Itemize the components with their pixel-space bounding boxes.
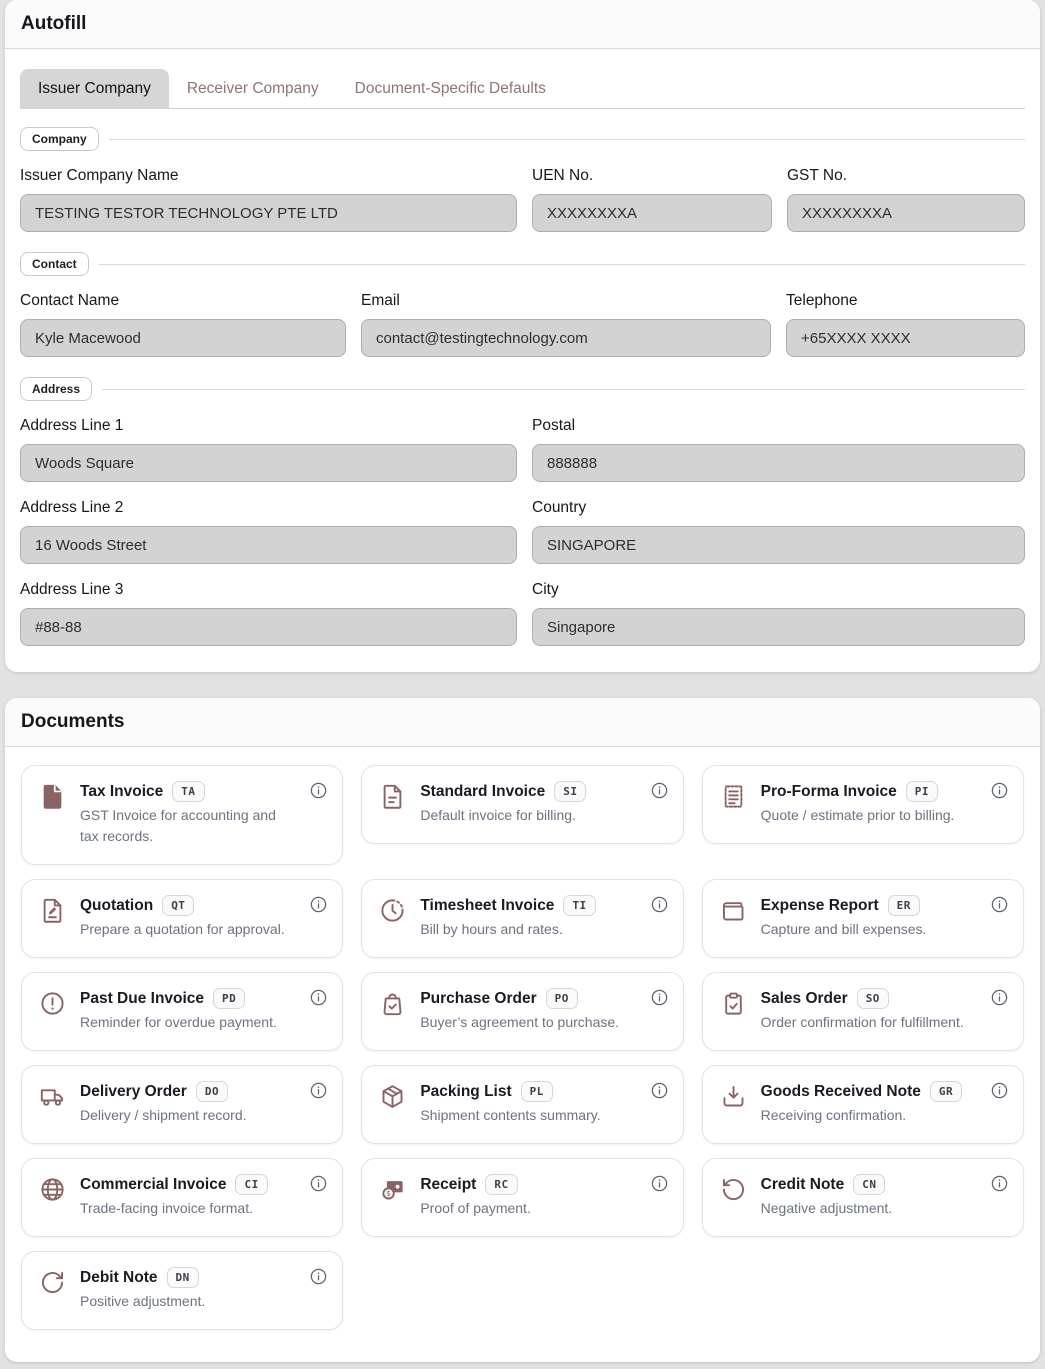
document-card-code-badge: TA <box>172 781 204 802</box>
company-section-divider <box>20 127 1025 151</box>
document-card-title: Credit Note <box>760 1175 845 1193</box>
city-label: City <box>532 581 559 598</box>
document-card-description: Order confirmation for fulfillment. <box>760 1014 964 1030</box>
uen-label: UEN No. <box>532 167 594 184</box>
document-card-code-badge: DN <box>167 1267 199 1288</box>
country-label: Country <box>532 499 587 516</box>
clock-icon <box>379 897 406 940</box>
gst-label: GST No. <box>787 167 848 184</box>
info-icon[interactable] <box>990 988 1009 1007</box>
company-section-badge: Company <box>20 127 99 151</box>
issuer-company-name-input[interactable] <box>20 194 517 232</box>
country-input[interactable] <box>532 526 1025 564</box>
file-edit-icon <box>39 897 66 940</box>
info-icon[interactable] <box>990 1081 1009 1100</box>
document-card-code-badge: TI <box>563 895 595 916</box>
document-card-code-badge: QT <box>162 895 194 916</box>
document-card-title: Expense Report <box>760 896 879 914</box>
document-card-title: Goods Received Note <box>760 1082 921 1100</box>
gst-input[interactable] <box>787 194 1025 232</box>
address-line2-field <box>20 499 517 564</box>
document-card-description: Default invoice for billing. <box>420 807 576 823</box>
documents-panel <box>5 698 1040 1362</box>
telephone-input[interactable] <box>786 319 1025 357</box>
documents-panel-header <box>5 698 1040 747</box>
document-card-gr[interactable] <box>702 1065 1024 1144</box>
document-card-code-badge: PD <box>213 988 245 1009</box>
document-card-ti[interactable] <box>361 879 683 958</box>
rotate-ccw-icon <box>720 1176 747 1219</box>
document-card-title: Pro-Forma Invoice <box>760 782 897 800</box>
uen-input[interactable] <box>532 194 772 232</box>
document-card-title: Purchase Order <box>420 989 537 1007</box>
document-card-pd[interactable] <box>21 972 343 1051</box>
info-icon[interactable] <box>650 1174 669 1193</box>
document-card-description: Positive adjustment. <box>80 1293 206 1309</box>
document-card-code-badge: GR <box>930 1081 962 1102</box>
city-input[interactable] <box>532 608 1025 646</box>
document-card-code-badge: PL <box>521 1081 553 1102</box>
document-card-description: Reminder for overdue payment. <box>80 1014 277 1030</box>
wallet-icon <box>720 897 747 940</box>
document-card-title: Delivery Order <box>80 1082 187 1100</box>
document-card-title: Standard Invoice <box>420 782 546 800</box>
autofill-tabs <box>20 69 1025 109</box>
contact-name-field <box>20 292 346 357</box>
document-card-title: Quotation <box>80 896 154 914</box>
postal-label: Postal <box>532 417 576 434</box>
info-icon[interactable] <box>650 895 669 914</box>
document-card-pl[interactable] <box>361 1065 683 1144</box>
email-field <box>361 292 771 357</box>
tab-document-specific-defaults[interactable]: Document-Specific Defaults <box>354 80 546 97</box>
info-icon[interactable] <box>309 1267 328 1286</box>
document-card-code-badge: ER <box>888 895 920 916</box>
address-section-badge: Address <box>20 377 92 401</box>
tab-receiver-company[interactable]: Receiver Company <box>186 80 319 97</box>
address-line1-field <box>20 417 517 482</box>
info-icon[interactable] <box>650 1081 669 1100</box>
document-card-description: Receiving confirmation. <box>760 1107 907 1123</box>
document-card-code-badge: RC <box>485 1174 517 1195</box>
rotate-cw-icon <box>39 1269 66 1312</box>
document-card-title: Debit Note <box>80 1268 158 1286</box>
documents-title: Documents <box>21 711 125 732</box>
contact-section-divider <box>20 252 1025 276</box>
file-filled-icon <box>39 783 66 847</box>
address-line3-label: Address Line 3 <box>20 581 124 598</box>
document-card-ci[interactable] <box>21 1158 343 1237</box>
truck-icon <box>39 1083 66 1126</box>
info-icon[interactable] <box>309 895 328 914</box>
issuer-company-name-field <box>20 167 517 232</box>
info-icon[interactable] <box>990 1174 1009 1193</box>
document-card-si[interactable] <box>361 765 683 844</box>
document-card-title: Past Due Invoice <box>80 989 205 1007</box>
contact-section-badge: Contact <box>20 252 89 276</box>
address-line3-field <box>20 581 517 646</box>
document-card-description: Shipment contents summary. <box>420 1107 601 1123</box>
postal-field <box>532 417 1025 482</box>
info-icon[interactable] <box>309 1174 328 1193</box>
clipboard-check-icon <box>720 990 747 1033</box>
address-line2-input[interactable] <box>20 526 517 564</box>
document-card-description: Quote / estimate prior to billing. <box>760 807 955 823</box>
city-field <box>532 581 1025 646</box>
document-card-code-badge: CN <box>853 1174 885 1195</box>
autofill-panel <box>5 0 1040 672</box>
document-card-description: Delivery / shipment record. <box>80 1107 247 1123</box>
alert-circle-icon <box>39 990 66 1033</box>
info-icon[interactable] <box>309 1081 328 1100</box>
address-line3-input[interactable] <box>20 608 517 646</box>
document-card-er[interactable] <box>702 879 1024 958</box>
file-lines-icon <box>379 783 406 826</box>
receipt-icon <box>720 783 747 826</box>
document-card-code-badge: DO <box>196 1081 228 1102</box>
document-card-qt[interactable] <box>21 879 343 958</box>
document-card-rc[interactable] <box>361 1158 683 1237</box>
document-card-description: Bill by hours and rates. <box>420 921 563 937</box>
address-line1-input[interactable] <box>20 444 517 482</box>
svg-text:$: $ <box>386 1189 392 1199</box>
document-card-title: Timesheet Invoice <box>420 896 555 914</box>
document-card-title: Sales Order <box>760 989 848 1007</box>
cash-dollar-icon <box>379 1176 406 1219</box>
address-line2-label: Address Line 2 <box>20 499 124 516</box>
address-line1-label: Address Line 1 <box>20 417 124 434</box>
info-icon[interactable] <box>990 781 1009 800</box>
document-cards-grid <box>20 763 1025 1336</box>
autofill-title: Autofill <box>21 13 87 34</box>
document-card-code-badge: PO <box>546 988 578 1009</box>
tab-issuer-company[interactable]: Issuer Company <box>20 69 169 109</box>
postal-input[interactable] <box>532 444 1025 482</box>
document-card-description: GST Invoice for accounting and tax records. <box>80 807 276 844</box>
document-card-description: Negative adjustment. <box>760 1200 893 1216</box>
telephone-field <box>786 292 1025 357</box>
info-icon[interactable] <box>650 781 669 800</box>
document-card-code-badge: CI <box>235 1174 267 1195</box>
info-icon[interactable] <box>309 781 328 800</box>
address-section-divider <box>20 377 1025 401</box>
gst-field <box>787 167 1025 232</box>
contact-name-label: Contact Name <box>20 292 120 309</box>
telephone-label: Telephone <box>786 292 858 309</box>
document-card-title: Packing List <box>420 1082 512 1100</box>
country-field <box>532 499 1025 564</box>
document-card-description: Prepare a quotation for approval. <box>80 921 285 937</box>
document-card-do[interactable] <box>21 1065 343 1144</box>
contact-name-input[interactable] <box>20 319 346 357</box>
document-card-po[interactable] <box>361 972 683 1051</box>
document-card-so[interactable] <box>702 972 1024 1051</box>
download-tray-icon <box>720 1083 747 1126</box>
document-card-description: Capture and bill expenses. <box>760 921 927 937</box>
document-card-ta[interactable] <box>21 765 343 865</box>
document-card-code-badge: SI <box>554 781 586 802</box>
package-icon <box>379 1083 406 1126</box>
document-card-title: Tax Invoice <box>80 782 164 800</box>
document-card-description: Proof of payment. <box>420 1200 531 1216</box>
document-card-description: Trade-facing invoice format. <box>80 1200 253 1216</box>
globe-icon <box>39 1176 66 1219</box>
document-card-code-badge: PI <box>906 781 938 802</box>
uen-field <box>532 167 772 232</box>
info-icon[interactable] <box>309 988 328 1007</box>
document-card-title: Commercial Invoice <box>80 1175 227 1193</box>
document-card-pi[interactable] <box>702 765 1024 844</box>
document-card-description: Buyer’s agreement to purchase. <box>420 1014 620 1030</box>
info-icon[interactable] <box>650 988 669 1007</box>
email-input[interactable] <box>361 319 771 357</box>
email-label: Email <box>361 292 400 309</box>
bag-check-icon <box>379 990 406 1033</box>
document-card-title: Receipt <box>420 1175 477 1193</box>
document-card-dn[interactable] <box>21 1251 343 1330</box>
document-card-cn[interactable] <box>702 1158 1024 1237</box>
issuer-company-name-label: Issuer Company Name <box>20 167 179 184</box>
info-icon[interactable] <box>990 895 1009 914</box>
document-card-code-badge: SO <box>857 988 889 1009</box>
autofill-panel-header <box>5 0 1040 49</box>
